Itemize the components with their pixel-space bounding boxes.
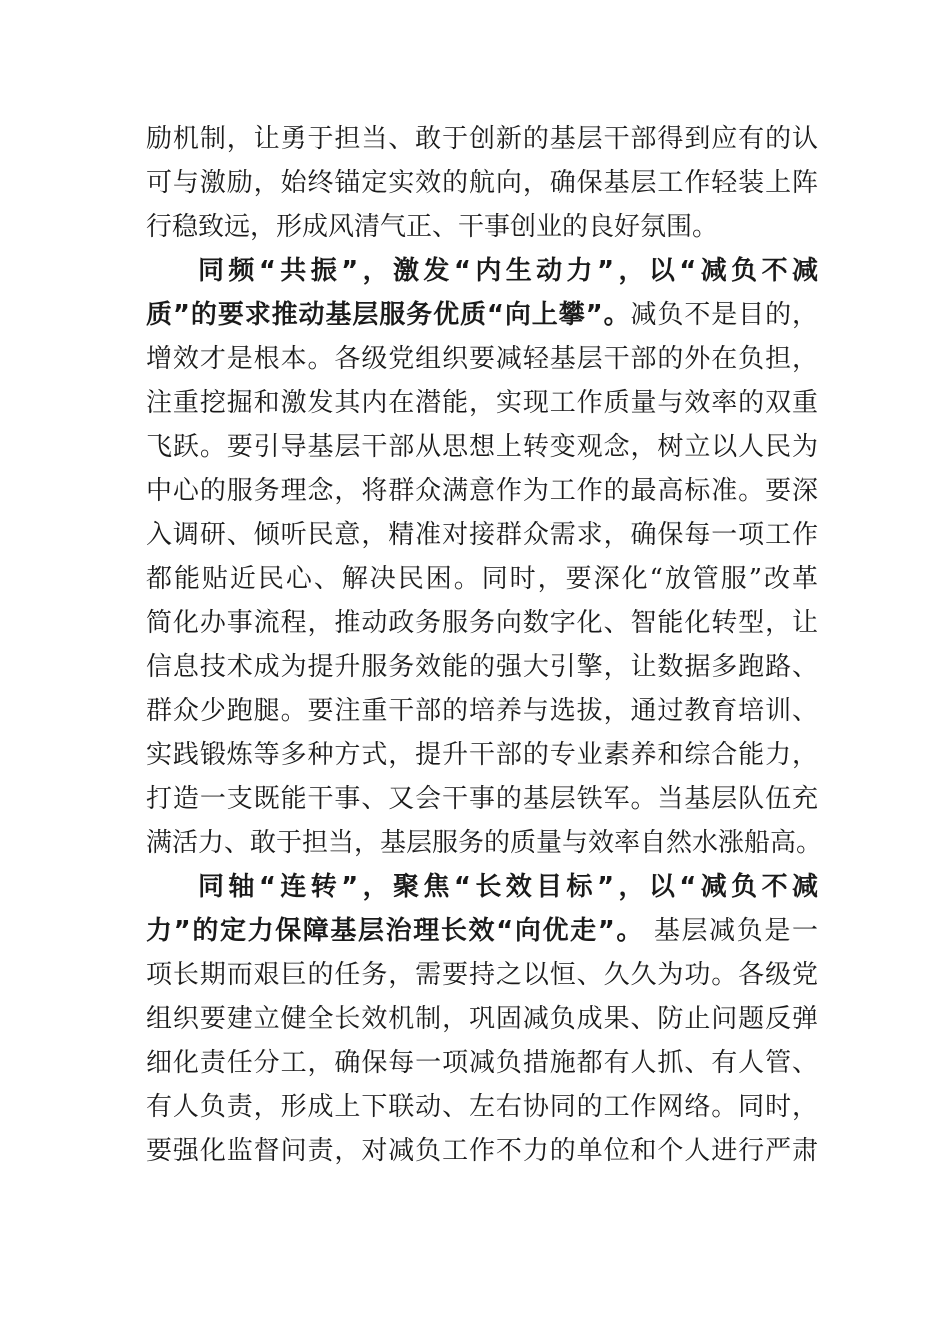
paragraph-3-line-4: 有人负责，形成上下联动、左右协同的工作网络。同时， [146, 1092, 818, 1122]
paragraph-3-heading-line-2: 力”的定力保障基层治理长效“向优走”。 [146, 916, 645, 946]
paragraph-2-line-6: 都能贴近民心、解决民困。同时，要深化“放管服”改革 [146, 564, 818, 594]
paragraph-3-line-1: 项长期而艰巨的任务，需要持之以恒、久久为功。各级党 [146, 960, 818, 990]
paragraph-2-line-7: 简化办事流程，推动政务服务向数字化、智能化转型，让 [146, 608, 818, 638]
paragraph-1-line-2: 可与激励，始终锚定实效的航向，确保基层工作轻装上阵 [146, 168, 818, 198]
paragraph-2-line-mixed [146, 293, 818, 337]
paragraph-3-line-3: 细化责任分工，确保每一项减负措施都有人抓、有人管、 [146, 1048, 818, 1078]
paragraph-1-line-3: 行稳致远，形成风清气正、干事创业的良好氛围。 [146, 212, 719, 242]
paragraph-2-line-9: 群众少跑腿。要注重干部的培养与选拔，通过教育培训、 [146, 696, 818, 726]
paragraph-2-line-2: 注重挖掘和激发其内在潜能，实现工作质量与效率的双重 [146, 388, 818, 418]
paragraph-2-line-5: 入调研、倾听民意，精准对接群众需求，确保每一项工作 [146, 520, 818, 550]
paragraph-2-continuation: 减负不是目的， [630, 300, 818, 330]
paragraph-3-continuation: 基层减负是一 [644, 916, 819, 946]
paragraph-2-line-11: 打造一支既能干事、又会干事的基层铁军。当基层队伍充 [146, 784, 818, 814]
paragraph-3-line-5: 要强化监督问责，对减负工作不力的单位和个人进行严肃 [146, 1136, 818, 1166]
document-body [146, 117, 823, 1173]
paragraph-2-line-10: 实践锻炼等多种方式，提升干部的专业素养和综合能力， [146, 740, 818, 770]
paragraph-2-line-1: 增效才是根本。各级党组织要减轻基层干部的外在负担， [146, 344, 818, 374]
paragraph-1-line-1: 励机制，让勇于担当、敢于创新的基层干部得到应有的认 [146, 124, 818, 154]
paragraph-3-heading-line-1: 同轴“连转”，聚焦“长效目标”，以“减负不减 [198, 872, 818, 902]
paragraph-2-line-8: 信息技术成为提升服务效能的强大引擎，让数据多跑路、 [146, 652, 818, 682]
paragraph-2-line-4: 中心的服务理念，将群众满意作为工作的最高标准。要深 [146, 476, 818, 506]
paragraph-2-line-12: 满活力、敢于担当，基层服务的质量与效率自然水涨船高。 [146, 828, 823, 858]
paragraph-2-heading-line-2: 质”的要求推动基层服务优质“向上攀”。 [146, 300, 631, 330]
paragraph-2-line-3: 飞跃。要引导基层干部从思想上转变观念，树立以人民为 [146, 432, 818, 462]
paragraph-3-line-2: 组织要建立健全长效机制，巩固减负成果、防止问题反弹 [146, 1004, 818, 1034]
paragraph-3-line-mixed [146, 909, 818, 953]
paragraph-2-heading-line-1: 同频“共振”，激发“内生动力”，以“减负不减 [198, 256, 818, 286]
